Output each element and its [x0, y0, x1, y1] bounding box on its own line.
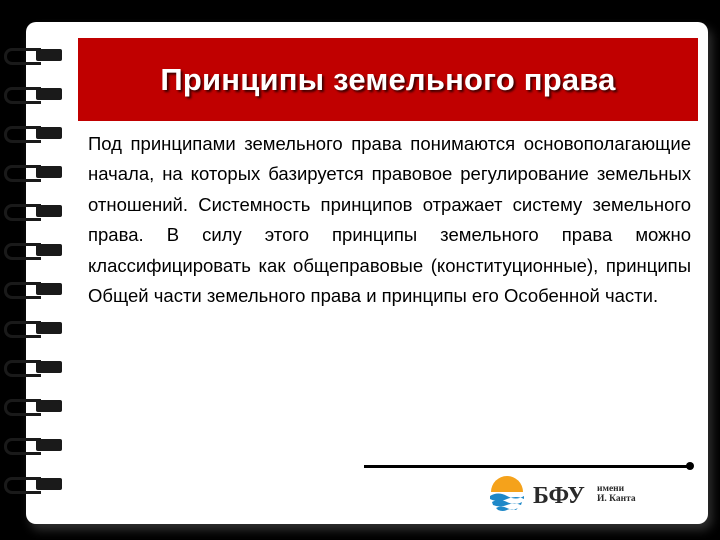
- notebook-ring-icon: [4, 44, 64, 66]
- notebook-ring-icon: [4, 161, 64, 183]
- notebook-ring-icon: [4, 122, 64, 144]
- university-logo: [487, 475, 647, 515]
- notebook-ring-icon: [4, 317, 64, 339]
- logo-name: БФУ: [533, 483, 585, 509]
- notebook-ring-icon: [4, 200, 64, 222]
- notebook-ring-icon: [4, 473, 64, 495]
- title-bar: [78, 38, 698, 121]
- slide-title: Принципы земельного права: [160, 61, 616, 97]
- footer-divider-dot: [686, 462, 694, 470]
- notebook-ring-icon: [4, 83, 64, 105]
- notebook-ring-icon: [4, 239, 64, 261]
- slide-body-text: Под принципами земельного права понимаются основополагающие начала, на которых базируется правовое регулирование земельных отношений. Системность принципов отражает систему земельного права. В силу этого принципы земельного права можно классифицировать как общеправовые (конституционные), принципы Общей части земельного права и принципы его Особенной части.: [88, 133, 691, 307]
- logo-subtitle-line2: И. Канта: [597, 494, 636, 504]
- logo-subtitle-line1: имени: [597, 484, 625, 494]
- university-logo-icon: [487, 475, 527, 515]
- notebook-ring-icon: [4, 395, 64, 417]
- notebook-ring-icon: [4, 278, 64, 300]
- notebook-ring-icon: [4, 356, 64, 378]
- logo-subtitle: [597, 484, 657, 504]
- notebook-rings: [0, 0, 80, 540]
- notebook-ring-icon: [4, 434, 64, 456]
- footer-divider: [364, 465, 690, 468]
